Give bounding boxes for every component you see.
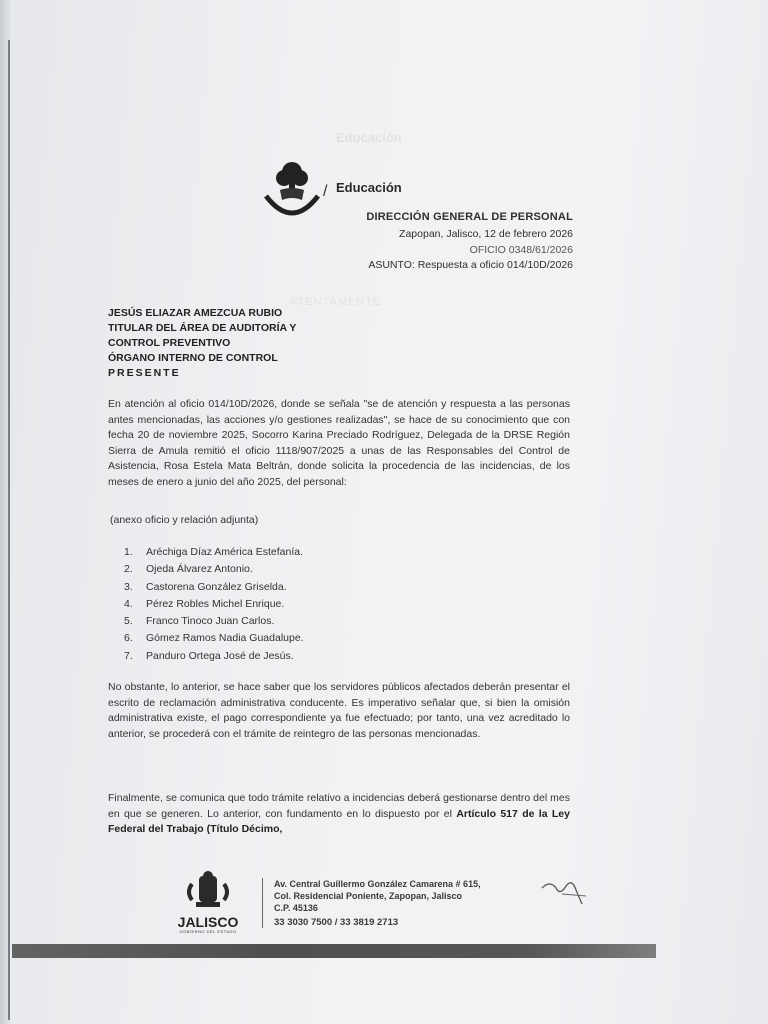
list-item: 5. Franco Tinoco Juan Carlos. (124, 615, 275, 628)
addressee-name: JESÚS ELIAZAR AMEZCUA RUBIO (108, 307, 283, 319)
footer-address (274, 878, 481, 929)
body-paragraph-3: Finalmente, se comunica que todo trámite relativo a incidencias deberá gestionarse dentro del mes en que se generen. Lo anterior, con fundamento en lo dispuesto por el Artículo 517 de la Ley Federal del Trabajo (Título Décimo, (108, 792, 570, 835)
postal-code: C.P. 45136 (274, 903, 318, 913)
addressee-title-line-2: CONTROL PREVENTIVO (108, 337, 231, 349)
footer-divider (262, 878, 263, 928)
jalisco-wordmark: JALISCO (177, 914, 239, 930)
jalisco-tagline: GOBIERNO DEL ESTADO (179, 929, 237, 934)
bleed-through-agency: Educación (336, 130, 402, 145)
list-item: 4. Pérez Robles Michel Enrique. (124, 597, 285, 610)
letter-page (10, 0, 768, 1024)
direction-title: DIRECCIÓN GENERAL DE PERSONAL (366, 211, 573, 223)
jalisco-crest-icon (172, 870, 244, 910)
addressee-organ: ÓRGANO INTERNO DE CONTROL (108, 352, 278, 364)
signature-mark-icon (536, 874, 596, 914)
place-date: Zapopan, Jalisco, 12 de febrero 2026 (399, 228, 573, 240)
list-item: 7. Panduro Ortega José de Jesús. (124, 649, 294, 662)
footer-color-bar (12, 944, 656, 958)
body-paragraph-2: No obstante, lo anterior, se hace saber que los servidores públicos afectados deberán presentar el escrito de reclamación administrativa conducente. Es imperativo señalar que, si bien la omisión administrativa existe, el pago correspondiente ya fue efectuado; por tanto, una vez acreditado lo anterior, se procederá con el trámite de reintegro de las personas mencionadas. (108, 681, 570, 740)
list-item: 6. Gómez Ramos Nadia Guadalupe. (124, 632, 304, 645)
phone-numbers: 33 3030 7500 / 33 3819 2713 (274, 917, 399, 928)
presente-label: PRESENTE (108, 367, 181, 379)
legal-reference: Artículo 517 de la Ley Federal del Trabajo (Título Décimo, (108, 807, 570, 835)
list-item: 2. Ojeda Álvarez Antonio. (124, 563, 253, 576)
body-paragraph-1: En atención al oficio 014/10D/2026, donde se señala "se de atención y respuesta a las personas antes mencionadas, las acciones y/o gestiones realizadas", se hace de su conocimiento que con fecha 20 de noviembre 2025, Socorro Karina Preciado Rodríguez, Delegada de la DRSE Región Sierra de Amula remitió el oficio 1118/907/2025 a unas de las Responsables del Control de Asistencia, Rosa Estela Mata Beltrán, donde solicita la procedencia de las incidencias, de los meses de enero a junio del año 2025, del personal: (108, 398, 570, 488)
header-divider: / (323, 183, 328, 200)
agency-name: Educación (336, 180, 402, 195)
staff-list (124, 546, 304, 667)
address-line-1: Av. Central Guillermo González Camarena # 615, (274, 879, 481, 889)
jalisco-logo (172, 870, 244, 934)
oficio-number: OFICIO 0348/61/2026 (469, 244, 573, 256)
address-line-2: Col. Residencial Poniente, Zapopan, Jalisco (274, 891, 463, 901)
list-item: 1. Aréchiga Díaz América Estefanía. (124, 546, 303, 558)
bleed-through-closing: ATENTAMENTE (290, 296, 382, 308)
annex-note: (anexo oficio y relación adjunta) (110, 514, 259, 526)
addressee-block (108, 306, 296, 381)
asunto-line: ASUNTO: Respuesta a oficio 014/10D/2026 (368, 259, 573, 271)
education-logo-icon (262, 156, 322, 222)
list-item: 3. Castorena González Griselda. (124, 580, 287, 593)
addressee-title-line-1: TITULAR DEL ÁREA DE AUDITORÍA Y (108, 322, 297, 334)
